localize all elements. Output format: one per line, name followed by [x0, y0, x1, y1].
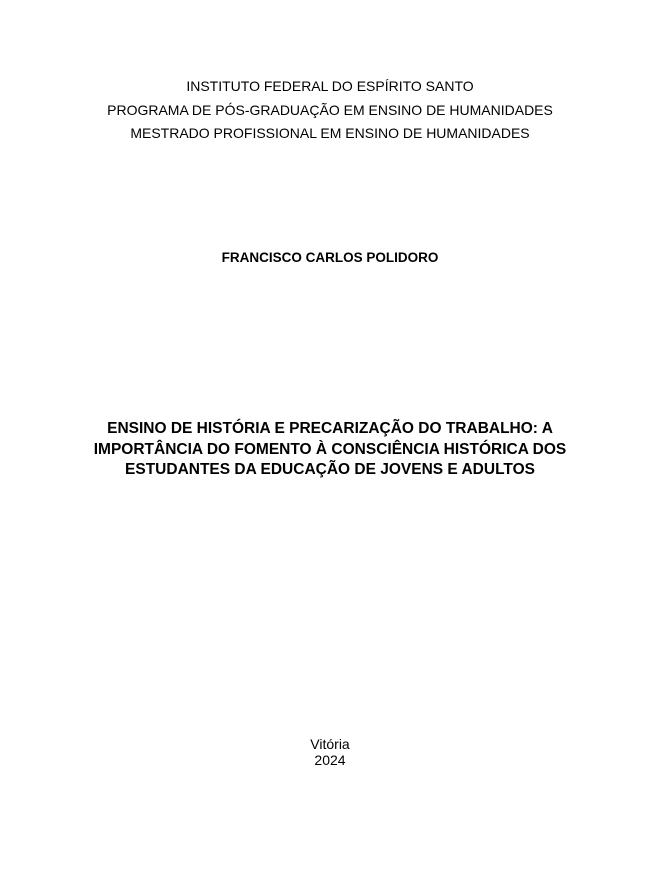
program-name: PROGRAMA DE PÓS-GRADUAÇÃO EM ENSINO DE HUMANIDADES	[107, 102, 553, 118]
city: Vitória	[310, 736, 350, 752]
institution-name: INSTITUTO FEDERAL DO ESPÍRITO SANTO	[186, 78, 474, 94]
title-line-2: IMPORTÂNCIA DO FOMENTO À CONSCIÊNCIA HISTÓRICA DOS	[93, 441, 567, 458]
year: 2024	[314, 752, 346, 768]
title-line-1: ENSINO DE HISTÓRIA E PRECARIZAÇÃO DO TRABALHO: A	[107, 420, 553, 437]
title-line-3: ESTUDANTES DA EDUCAÇÃO DE JOVENS E ADULTOS	[125, 461, 535, 478]
author-name: FRANCISCO CARLOS POLIDORO	[221, 250, 439, 265]
course-name: MESTRADO PROFISSIONAL EM ENSINO DE HUMANIDADES	[130, 125, 530, 141]
